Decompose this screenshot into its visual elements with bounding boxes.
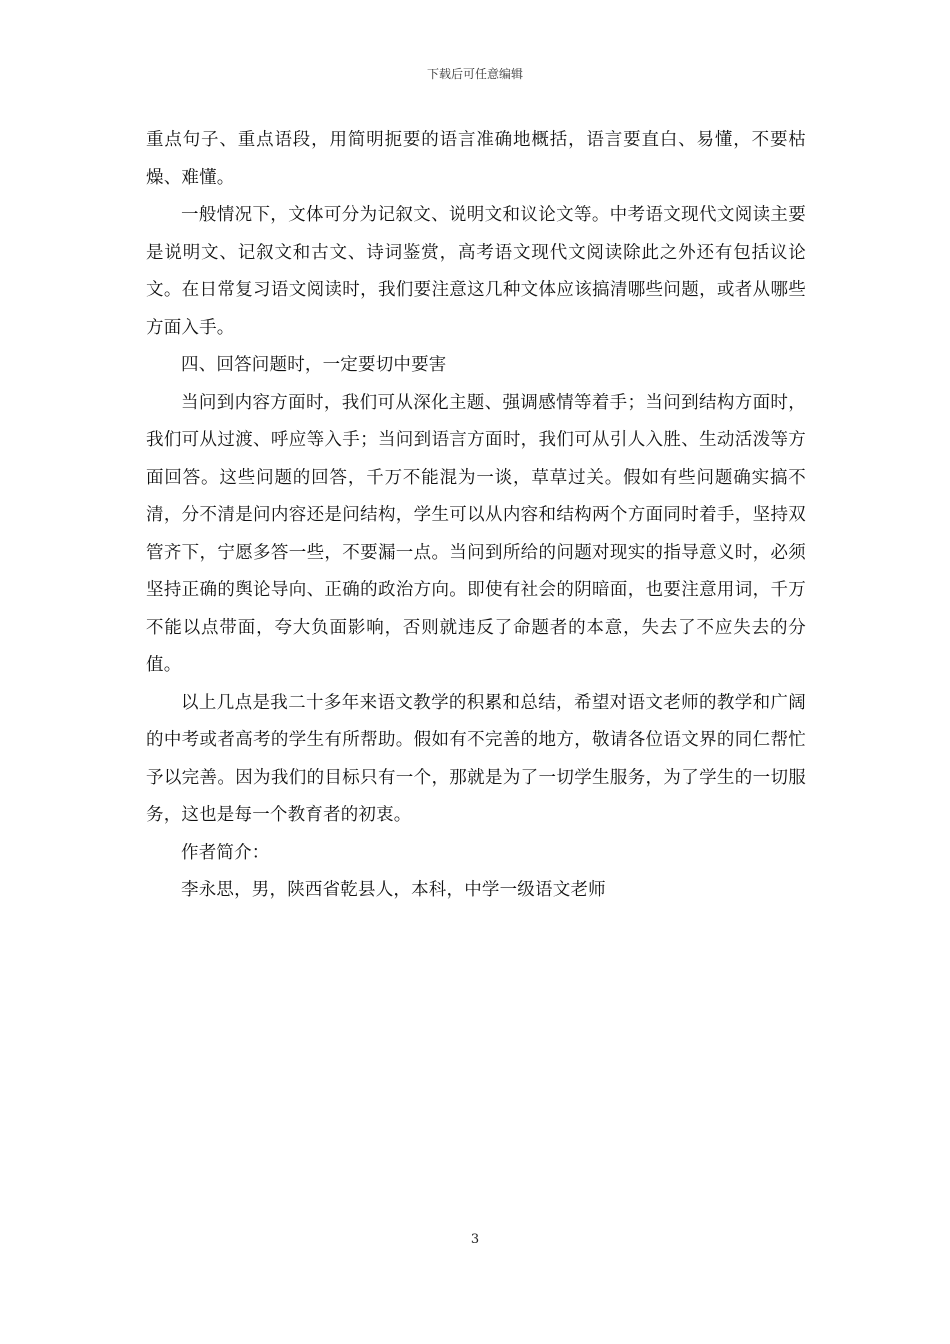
page-number: 3 [470,1232,480,1247]
section-heading-four: 四、回答问题时，一定要切中要害 [181,355,447,375]
paragraph-summary-continuation: 重点句子、重点语段，用简明扼要的语言准确地概括，语言要直白、易懂，不要枯燥、难懂。 [146,130,806,188]
paragraph-conclusion: 以上几点是我二十多年来语文教学的积累和总结，希望对语文老师的教学和广阔的中考或者高考的学生有所帮助。假如有不完善的地方，敬请各位语文界的同仁帮忙予以完善。因为我们的目标只有一个，那就是为了一切学生服务，为了学生的一切服务，这也是每一个教育者的初衷。 [146,692,806,825]
paragraph-text-genres: 一般情况下，文体可分为记叙文、说明文和议论文等。中考语文现代文阅读主要是说明文、记叙文和古文、诗词鉴赏，高考语文现代文阅读除此之外还有包括议论文。在日常复习语文阅读时，我们要注意这几种文体应该搞清哪些问题，或者从哪些方面入手。 [146,205,806,338]
author-intro-label: 作者简介： [181,842,270,863]
paragraph-answer-strategy: 当问到内容方面时，我们可从深化主题、强调感情等着手；当问到结构方面时，我们可从过渡、呼应等入手；当问到语言方面时，我们可从引人入胜、生动活泼等方面回答。这些问题的回答，千万不能混为一谈，草草过关。假如有些问题确实搞不清，分不清是问内容还是问结构，学生可以从内容和结构两个方面同时着手，坚持双管齐下，宁愿多答一些，不要漏一点。当问到所给的问题对现实的指导意义时，必须坚持正确的舆论导向、正确的政治方向。即使有社会的阴暗面，也要注意用词，千万不能以点带面，夸大负面影响，否则就违反了命题者的本意，失去了不应失去的分值。 [146,392,806,675]
document-body [146,122,806,910]
page-header: 下载后可任意编辑 [426,67,523,81]
author-intro-text: 李永思，男，陕西省乾县人，本科，中学一级语文老师 [181,880,606,900]
